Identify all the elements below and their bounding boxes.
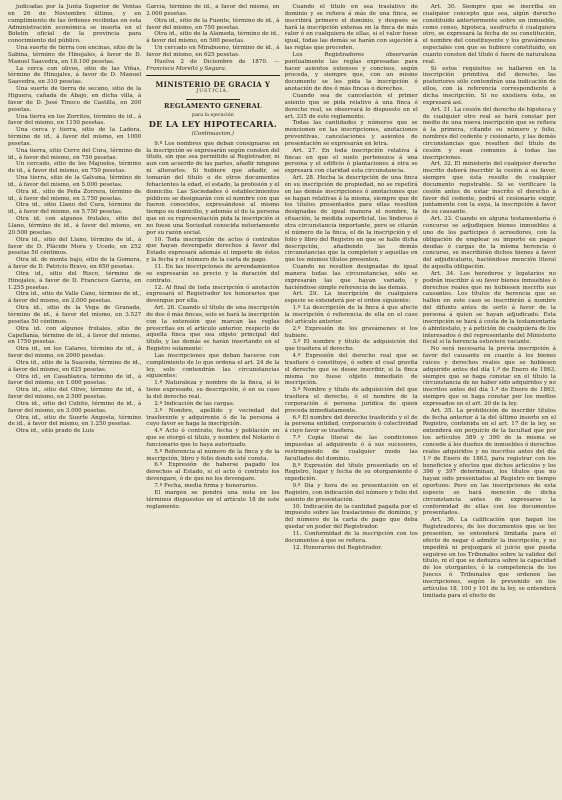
- column-2: [146, 4, 279, 800]
- paragraph: Art. 36. La calificación que hagan los Registradores, de los documentos que se les presenten, se entenderá limitada para el efecto de negar ó admitir la inscripción, y no impedirá ni prejuzgará el juicio que pueda seguirse en los Tribunales sobre la validez del título, ni el que se deduzca sobre la capacidad de los otorgantes, ó la competencia de los Jueces ó Tribunales que ordenen las inscripciones, según lo prevenido en los artículos 18, 100 y 101 de la ley, se entenderá limitada para el efecto de: [422, 517, 556, 599]
- paragraph: 3.º El nombre y título de adquisición del que trasfiera el derecho.: [284, 339, 418, 353]
- paragraph: 9.º Día y hora de su presentación en el Registro, con indicación del número y folio del asiento de presentación.: [284, 483, 418, 503]
- paragraph: La cerca con olivos, sitio de las Viñas, término de Hinojales, á favor de D. Manuel Saavedra, en 310 pesetas.: [8, 65, 142, 86]
- paragraph: 4.º Expresión del derecho real que se trasfiere ó constituye, ó sobre el cual gravita el derecho que se desee inscribir, si la finca misma no fuese objeto inmediato de inscripción.: [284, 353, 418, 387]
- paragraph: Art. 27. En toda inscripción relativa á fincas en que el suelo pertenezca á una persona y el edificio ó plantaciones á otra se expresará con claridad esta circunstancia.: [284, 147, 418, 175]
- paragraph: Una tierra en los Zorritos, término de id., á favor del mismo, en 1150 pesetas.: [8, 113, 142, 127]
- paragraph: Una tierra, sitio Cerro del Cura, término de id., á favor del mismo, en 750 pesetas.: [8, 147, 142, 161]
- paragraph: 1.º La descripción de la finca á que afecte la inscripción ó referencia de ella en el caso del artículo anterior.: [284, 305, 418, 325]
- paragraph: 5.º Nombre y título de adquisición del que trasfiera el derecho, ó el nombre de la corporación ó persona jurídica de quien proceda inmediatamente.: [284, 387, 418, 414]
- paragraph: Art. 26. Cuando el título de una inscripción de dos ó más fincas, solo se hará la inscripción con la extensión que marcan las reglas prescritas en el artículo anterior, respecto de aquella finca que sea objeto principal del título, y las demás se harán insertando en el Registro solamente:: [146, 305, 280, 353]
- paragraph: Una suerte de tierra con encinas, sitio de la Sabina, término de Hinojales, á favor de D. Manuel Saavedra, en 18.100 pesetas.: [8, 45, 142, 65]
- paragraph: Cuando sea de cancelación el primer asiento que se pida relativo á una finca ó derecho real, se observará lo dispuesto en el art. 335 de este reglamento.: [284, 92, 418, 120]
- law-title: DE LA LEY HIPOTECARIA.: [148, 118, 278, 129]
- signature-date: Huelva 2 de Diciembre de 1870.: [154, 58, 268, 65]
- paragraph: Otra id., sitio de Suerte Angosta, término de id., á favor del mismo, en 1.250 pesetas.: [8, 414, 142, 428]
- paragraph: Art. 31. La cesión del derecho de hipoteca y de cualquier otro real se hará constar por medio de una nueva inscripción que se refiera á la primera, citando su número y folio, nombres del cedente y cesionario, y las demás circunstancias que resulten del título de cesión y sean comunes á todas las inscripciones.: [422, 106, 556, 161]
- paragraph: Art. 35. La prohibición de inscribir títulos de fecha anterior á la del último inserto en el Registro, contenida en el art. 17 de la ley, se entenderá sin perjuicio de la facultad que por los artículos 389 y 390 de la misma se concede á los dueños de inmuebles ó derechos reales adquiridos y no inscritos antes del día 1.º de Enero de 1863, para registrar con los beneficios y efectos que dichos artículos y los 396 y 397 determinan, los títulos que no hayan sido presentados al Registro en tiempo oportuno. Pero en las inscripciones de esta especie se hará mención de dicha circunstancia antes de expresarse la conformidad de ellas con los documentos presentados.: [422, 407, 556, 517]
- paragraph: Todas las cantidades y números que se mencionen en las inscripciones, anotaciones preventivas, cancelaciones y asientos de presentación se expresarán en letra.: [284, 120, 418, 147]
- paragraph: Otra id., sitio del Cubito, término de id., á favor del mismo, en 3.000 pesetas.: [8, 400, 142, 414]
- paragraph: Otra id., sitio de la Fuente, término de id., á favor del mismo, en 750 pesetas.: [146, 17, 280, 31]
- paragraph: Otra id., en los Calares, término de id., á favor del mismo, en 2000 pesetas.: [8, 346, 142, 360]
- ministry-heading: MINISTERIO DE GRACIA Y: [155, 80, 271, 90]
- paragraph: 7.º Fecha, media firma y honorarios.: [154, 482, 258, 489]
- paragraph: 5.º Referencia al número de la finca y de la inscripción, libro y folio donde esté consta.: [146, 448, 280, 462]
- paragraph: Art. 30. Siempre que se inscriba en cualquier concepto que sea, algún derecho constituido anteriormente sobre un inmueble, como censo, hipoteca, usufructo ó cualquiera otro, se expresará la fecha de su constitución, el nombre del constituyente y los gravámenes especiales con que se hubiere constituido, en cuanto consten del título ó fuere de naturaleza real.: [422, 4, 556, 65]
- paragraph: 1.º Naturaleza y nombre de la finca, si lo tiene expresado, su descripción, ó en su caso la del derecho real.: [146, 380, 280, 400]
- paragraph: Otra id., sitio Llano del Cura, término de id., á favor del mismo, en 5.750 pesetas.: [8, 202, 142, 216]
- column-4: [423, 4, 556, 800]
- paragraph: 9.º Los nombres que deban consignarse en la inscripción se expresarán según consten del título, sin que sea permitido al Registrador, ni aun con acuerdo de las partes, añadir ninguno ni alterarlos. Si hubiere que añadir, se tomarán del título o de otros documentos fehacientes la edad, el estado, la profesión y el domicilio. Las Sociedades ó establecimientos públicos se designarán con el nombre con que fueron conocidos, expresándose al mismo tiempo su domicilio, y además el de la persona que en su representación pida la inscripción si no fuese una Sociedad conocida notoriamente por su razón social.: [146, 140, 280, 236]
- paragraph: 10. Indicación de la cantidad pagada por el impuesto sobre las traslaciones de dominio, y del número de la carta de pago que deba quedar en poder del Registrador.: [284, 503, 418, 531]
- paragraph: Otra id., sitio de la Vega de Granada, término de id., á favor del mismo, en 3.527 pesetas 50 céntimos.: [8, 305, 142, 325]
- paragraph: No será necesaria la previa inscripción á favor del causante en cuanto á los bienes raíces y derechos reales que se hubiesen adquirido antes del día 1.º de Enero de 1863, siempre que se haga constar en el título la circunstancia de no haber sido adquiridos y no inscritos antes del día 1.º de Enero de 1863, siempre que se haga constar por los medios expresados en el art. 20 de la ley.: [422, 346, 556, 407]
- paragraph: 8.º Expresión del título presentado en el Registro, lugar y fecha de su otorgamiento ó expedición.: [284, 462, 418, 483]
- paragraph: Una tierra, sitio de la Galvana, término de id., á favor del mismo, en 5.000 pesetas.: [8, 175, 142, 188]
- paragraph: 4.º Acto ó contrato, fecha y población en que se otorgó el título, y nombre del Notario ó funcionario que lo haya autorizado.: [146, 428, 280, 448]
- paragraph: Art. 29. La inscripción de cualquiera especie se extenderá por el orden siguiente:: [284, 291, 418, 305]
- paragraph: Otra id., sitio prado de Luis: [16, 428, 95, 435]
- paragraph: García, término de id., á favor del mismo, en 2.000 pesetas.: [146, 4, 280, 17]
- paragraph: 2.º Expresión de los gravámenes si los hubiere.: [284, 325, 418, 339]
- paragraph: Un cercado en Mirabueno, término de id., á favor del mismo, en 625 pesetas.: [146, 45, 280, 58]
- paragraph: Otra id., sitio de la Alameda, término de id., á favor del mismo, en 500 pesetas.: [146, 31, 280, 45]
- paragraph: 6.º Expresión de haberse pagado los derechos al Estado, si el acto ó contrato los devengare, ó de que no los devengare.: [146, 462, 280, 483]
- paragraph: Si estos requisitos se hallaren en la inscripción primitiva del derecho, las posteriores sólo contendrán una indicación de ellos, con la referencia correspondiente á dicha inscripción. Si no existiera ésta, se expresará así.: [422, 65, 556, 106]
- paragraph: 3.º Nombre, apellido y vecindad del trasferente y adquirente ó de la persona á cuyo favor se haga la inscripción.: [146, 407, 280, 428]
- paragraph: Un cercado, sitio de los Majuelos, término de id., á favor del mismo, en 750 pesetas.: [8, 161, 142, 175]
- paragraph: Cuando no resulten designadas de igual manera todas las circunstancias, sólo se expresarán las que hayan variado, y haciéndose simple referencia de las demás.: [284, 264, 418, 291]
- continuation-note: (Continuacion.): [191, 130, 235, 137]
- paragraph: Otra id. con algunos frutales, sitio de Capellanía, término de id., á favor del mismo, en 1750 pesetas.: [8, 325, 142, 346]
- paragraph: 6.º El nombre del derecho trasferido y el de la persona entidad, corporación ó colectividad á cuyo favor se trasfiera.: [284, 414, 418, 435]
- paragraph: Otra id., en Casablanca, término de id., á favor del mismo, en 1.000 pesetas.: [8, 373, 142, 387]
- paragraph: Otra id., sitio del Risco, término de Hinojales, á favor de D. Francisco García, en 1.255 pesetas.: [8, 270, 142, 291]
- heading-divider: [186, 99, 239, 100]
- regulation-subtitle: para la ejecución: [192, 112, 234, 118]
- column-1: [8, 4, 141, 800]
- section-divider: [146, 75, 279, 76]
- paragraph: El margen se pondrá una nota en los términos dispuestos en el artículo 18 de este reglamento.: [146, 489, 280, 510]
- paragraph: Una suerte de tierra de secano, sitio de la Higuera, cañada de Abajo, en dicha villa, á favor de D. José Tinoco de Castilla, en 200 pesetas.: [8, 86, 142, 113]
- paragraph: Art. 34. Los herederos y legatarios no podrán inscribir á su favor bienes inmuebles ó derechos reales que no hubiesen inscrito sus causantes. Los títulos de herencia que se hallen en este caso se inscribirán á nombre del difunto antes de serlo á favor de la persona á quien se hayan adjudicado. Esta inscripción se hará á costa de la testamentaría ó abintestato, y á petición de cualquiera de los interesados ó del representante del Ministerio fiscal si la herencia estuviere vacante.: [422, 270, 556, 346]
- paragraph: Los Registradores observarán puntualmente las reglas expresadas para hacer asientos extensos y concisos, según proceda, y siempre que, con un mismo documento se les pida la inscripción ó anotación de dos ó más fincas ó derechos.: [284, 51, 418, 93]
- paragraph: Art. 32. El ministerio del cualquier derecho inscrito deberá inscribir la cesión á su favor, siempre que ésta resulte de cualquier documento registrable. Si se verificare la cesión antes de estar inscrito el derecho á favor del cedente, podrá el cesionario exigir, juntamente con la suya, la inscripción á favor de su causante.: [422, 161, 556, 216]
- paragraph: 7.º Copia literal de las condiciones impuestas al adquirente ó á sus sucesores, restringiendo de cualquier modo las facultades del dominio.: [284, 435, 418, 462]
- paragraph: 11. En las inscripciones de arrendamientos se expresarán su precio y la duración del contrato.: [146, 263, 280, 284]
- column-3: [285, 4, 418, 800]
- paragraph: 12. Al final de toda inscripción ó anotación expresará el Registrador los honorarios que devengue por ella.: [146, 284, 280, 305]
- paragraph: Una cerca y tierra, sitio de la Ladera, término de id., á favor del mismo, en 1000 pesetas.: [8, 127, 142, 147]
- paragraph: Otra id., sitio del Llano, término de id., á favor de D. Plácido Mora y Ucedo, en 252 pesetas 50 céntimos.: [8, 236, 142, 257]
- paragraph: Otra id. de monte bajo, sitio de la Gomera, á favor de D. Patricio Bravo, en 650 pesetas.: [8, 257, 142, 271]
- paragraph: Cuando el título en sea traslativo de dominio y se refiera á más de una finca, se inscribirá primero el dominio, y después se hará la inscripción extensa en la finca de más valor ó en cualquiera de ellas, si el valor fuese igual, todas las demás se harán con sujeción á las reglas que preceden.: [284, 4, 418, 52]
- ministry-subheading: JUSTICIA.: [196, 89, 230, 95]
- paragraph: 11. Conformidad de la inscripción con los documentos á que se refiera.: [284, 530, 418, 544]
- paragraph: Otra id., sitio de la Suaceda, término de id., á favor del mismo, en 625 pesetas.: [8, 359, 142, 373]
- paragraph: Las inscripciones que deban hacerse con cumplimiento de lo que ordena el art. 24 de la ley, solo contendrán las circunstancias siguientes:: [146, 352, 280, 380]
- paragraph: Otra id., sitio de Peña Zorrera, término de id., á favor del mismo, en 3.750 pesetas.: [8, 188, 142, 202]
- paragraph: Otra id., sitio del Olivo, término de id., á favor del mismo, en 2.500 pesetas.: [8, 387, 142, 401]
- paragraph: judicadas por la Junta Superior de Ventas en 26 de Noviembre último, y en cumplimiento de las órdenes recibidas en esta Administración económica se inserta en el Boletín oficial de la provincia para conocimiento del público.: [8, 4, 142, 45]
- signature: [146, 59, 279, 73]
- paragraph: Art. 28. Hecha la descripción de una finca en su inscripción de propiedad, no se repetirá en las demás inscripciones ó anotaciones que se hagan relativas á la misma, siempre que de los títulos presentados para ellas resulten designadas de igual manera el nombre, la situación, la medida superficial, los linderos ó otra circunstancia importante, pero se citarán el número de la finca, el de la inscripción y el folio y libro del Registro en que se halle dicha descripción, añadiendo las demás circunstancias que la completen y aquellas en que los mismos títulos presenten.: [284, 175, 418, 264]
- paragraph: Otra id., sitio de Valle Cano, término de id., á favor del mismo, en 2.000 pesetas.: [8, 291, 142, 305]
- paragraph: 2.º Indicación de las cargas.: [154, 400, 235, 407]
- paragraph: 10. Toda inscripción de actos ó contratos que hayan devengado derechos á favor del Estado expresará además el importe de éstos y la fecha y el número de la carta de pago.: [146, 236, 280, 264]
- paragraph: 12. Honorarios del Registrador.: [292, 544, 383, 551]
- paragraph: Otra id. con algunos frutales, sitio del Llano, término de id., á favor del mismo, en 20.500 pesetas.: [8, 216, 142, 236]
- signature-name: —Francisco Morelló y Segura.: [146, 58, 280, 72]
- paragraph: Art. 33. Cuando en alguna testamentaría ó concurso se adjudiquen bienes inmuebles á uno de los partícipes ó acreedores, con la obligación de emplear su importe en pagar deudas ó cargas de la misma herencia ó concurso, se inscribirán dichos bienes á favor del adjudicatario, haciéndose mención literal de aquella obligación.: [422, 216, 556, 271]
- regulation-title: REGLAMENTO GENERAL: [164, 102, 262, 111]
